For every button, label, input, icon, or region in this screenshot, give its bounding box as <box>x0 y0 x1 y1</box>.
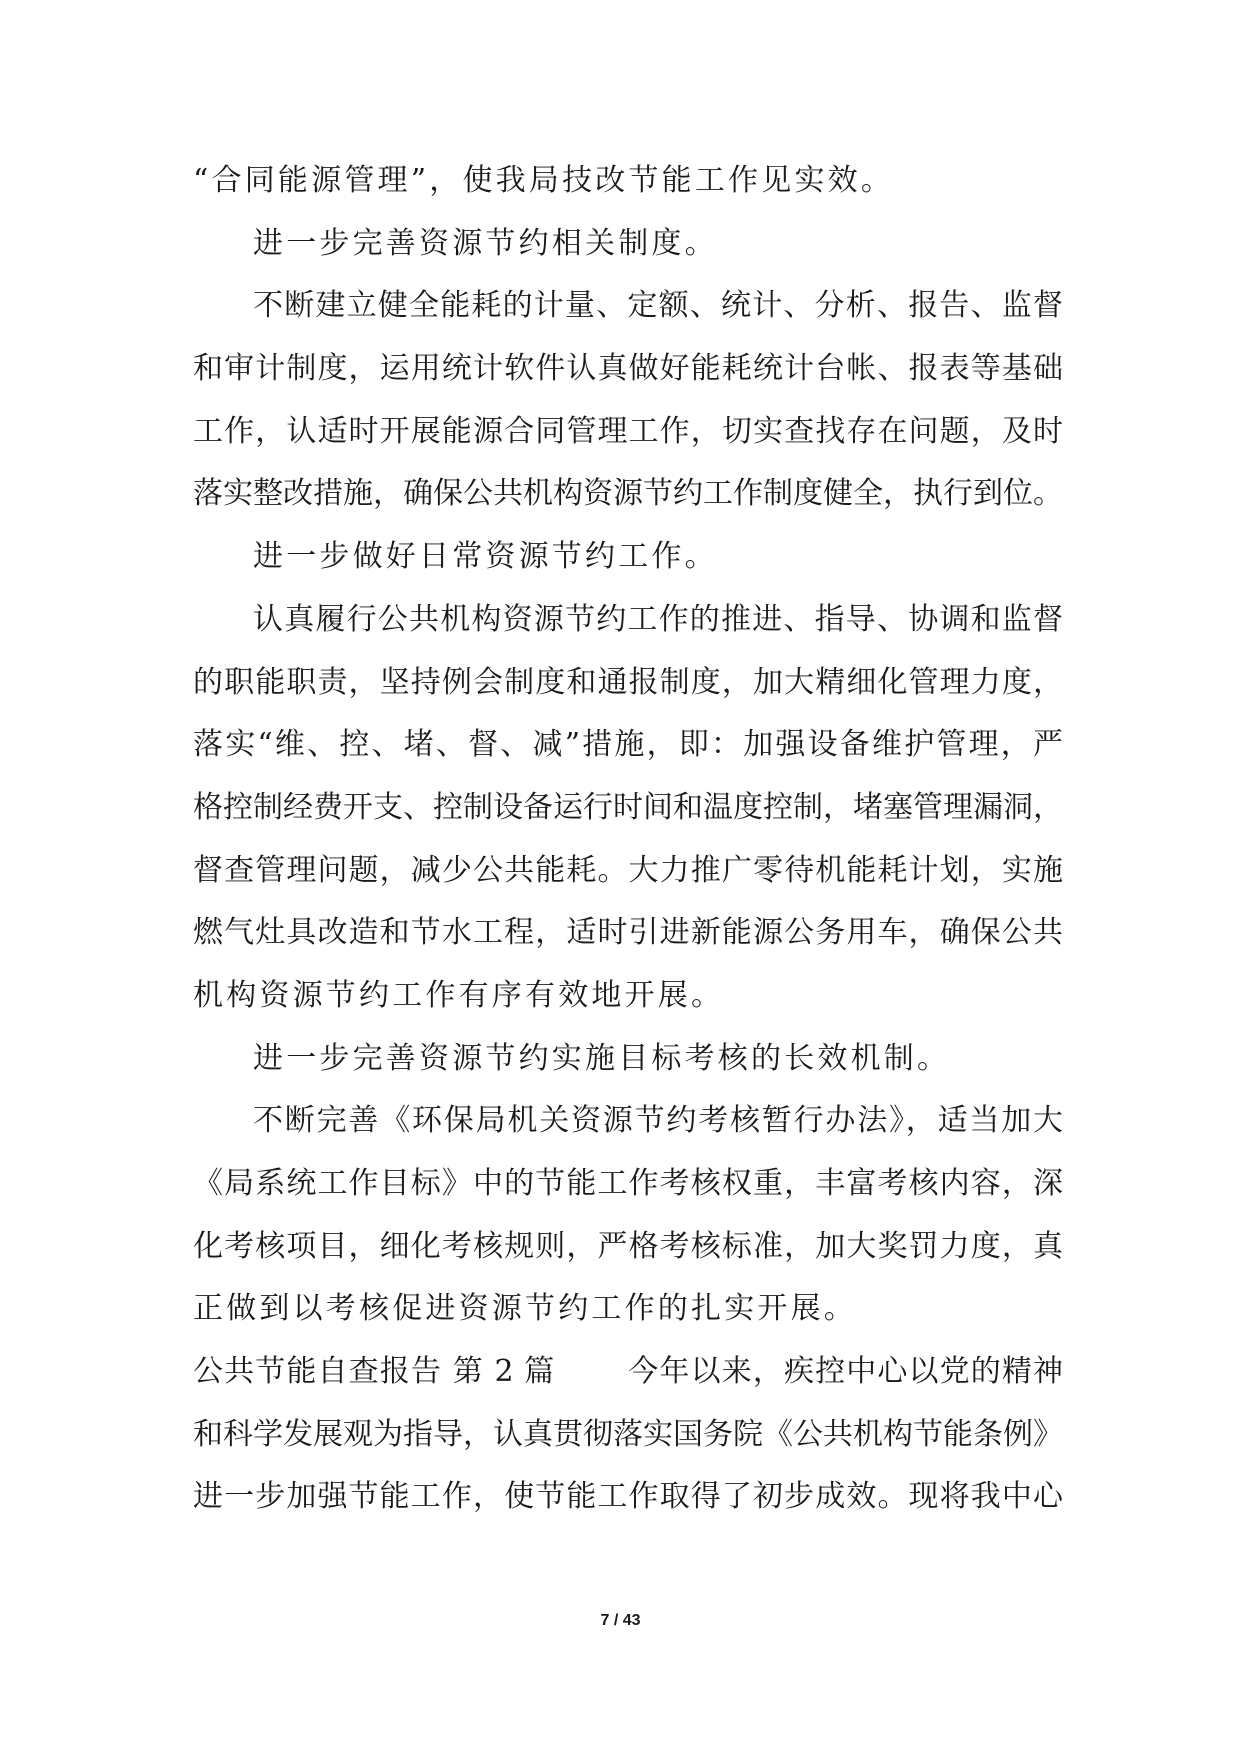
text-line: 机构资源节约工作有序有效地开展。 <box>193 977 725 1013</box>
text-line: 工作，认适时开展能源合同管理工作，切实查找存在问题，及时 <box>193 413 1063 449</box>
body-text <box>193 159 1063 1538</box>
text-line: 和审计制度，运用统计软件认真做好能耗统计台帐、报表等基础 <box>193 351 1063 387</box>
text-line: 燃气灶具改造和节水工程，适时引进新能源公务用车，确保公共 <box>193 915 1063 951</box>
text-line: 的职能职责，坚持例会制度和通报制度，加大精细化管理力度， <box>193 664 1063 700</box>
text-line: 不断建立健全能耗的计量、定额、统计、分析、报告、监督 <box>253 288 1063 324</box>
text-line: 格控制经费开支、控制设备运行时间和温度控制，堵塞管理漏洞， <box>193 789 1063 825</box>
text-line: 化考核项目，细化考核规则，严格考核标准，加大奖罚力度，真 <box>193 1228 1063 1264</box>
text-line: 督查管理问题，减少公共能耗。大力推广零待机能耗计划，实施 <box>193 852 1063 888</box>
text-line: 落实整改措施，确保公共机构资源节约工作制度健全，执行到位。 <box>193 476 1063 512</box>
text-line: 正做到以考核促进资源节约工作的扎实开展。 <box>193 1291 857 1327</box>
section-heading: 进一步完善资源节约相关制度。 <box>253 225 718 261</box>
page-number: 7 / 43 <box>600 1612 641 1629</box>
text-line: 和科学发展观为指导，认真贯彻落实国务院《公共机构节能条例》 <box>193 1416 1063 1452</box>
text-line: 认真履行公共机构资源节约工作的推进、指导、协调和监督 <box>253 601 1063 637</box>
text-line: 进一步加强节能工作，使节能工作取得了初步成效。现将我中心 <box>193 1479 1063 1515</box>
text-line: “合同能源管理”，使我局技改节能工作见实效。 <box>193 163 895 198</box>
text-line: 落实“维、控、堵、督、减”措施，即：加强设备维护管理，严 <box>193 727 1063 763</box>
section-heading: 进一步完善资源节约实施目标考核的长效机制。 <box>253 1040 951 1076</box>
text-line: 不断完善《环保局机关资源节约考核暂行办法》，适当加大 <box>253 1103 1063 1139</box>
text-line: 《局系统工作目标》中的节能工作考核权重，丰富考核内容，深 <box>193 1166 1063 1201</box>
section-heading: 进一步做好日常资源节约工作。 <box>253 539 718 575</box>
report-title-line: 公共节能自查报告 第 2 篇 今年以来，疾控中心以党的精神 <box>193 1354 1063 1390</box>
